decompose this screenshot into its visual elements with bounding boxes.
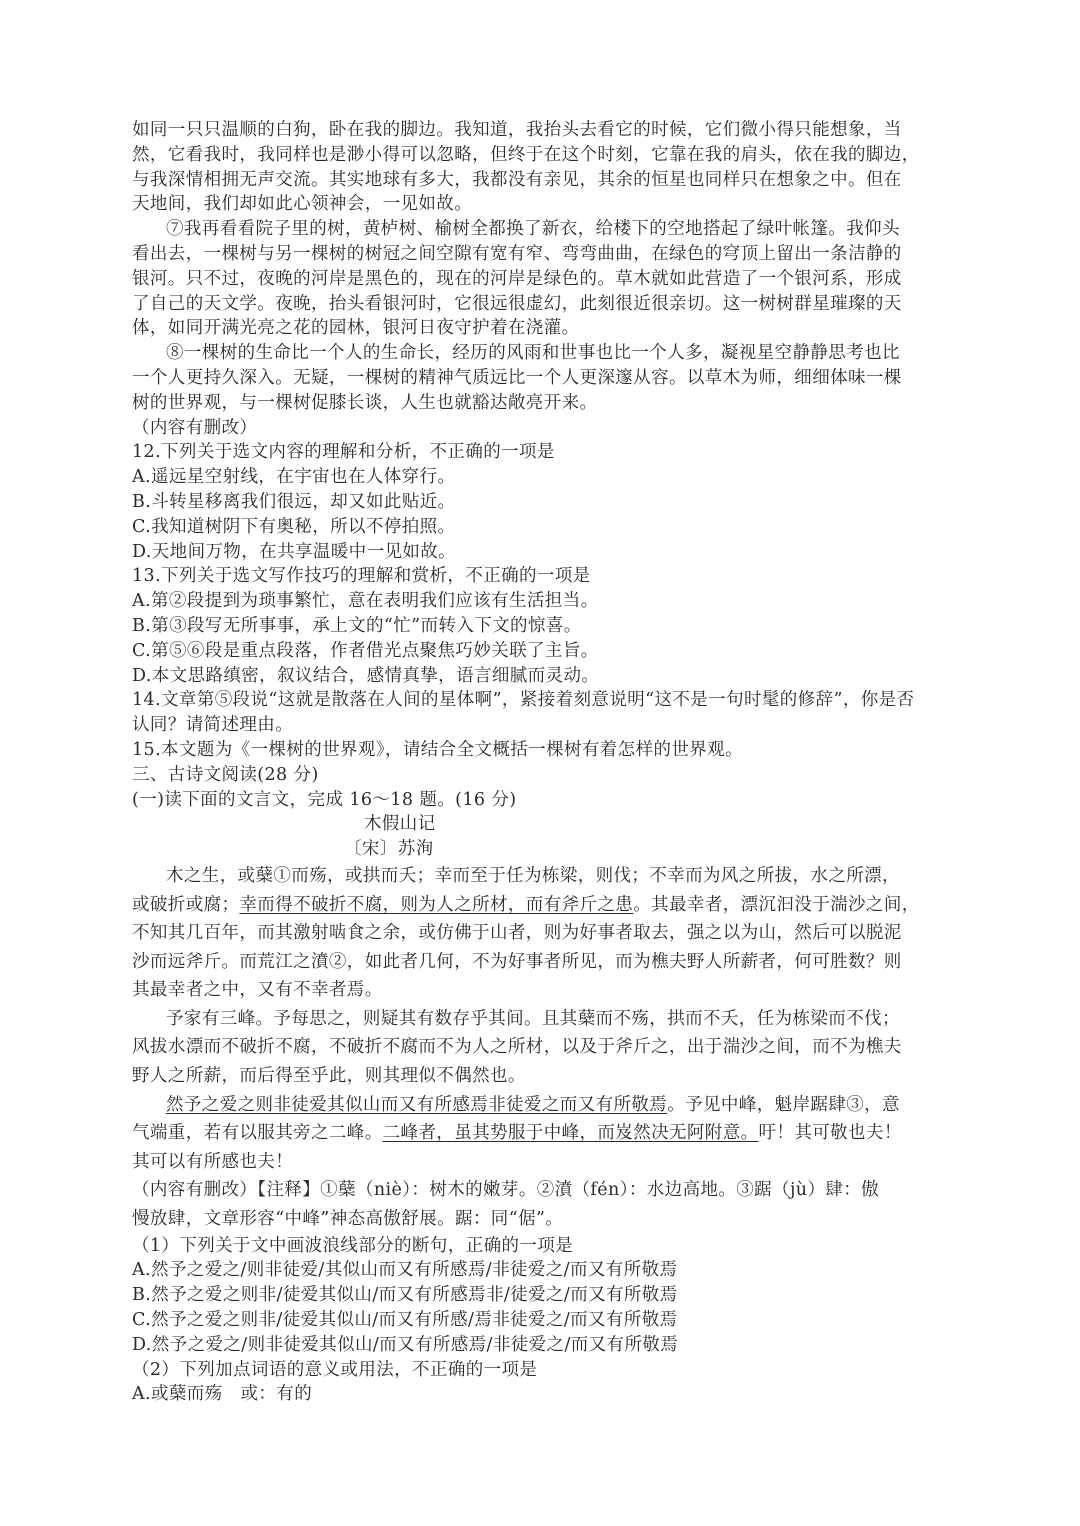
- question-stem: 12.下列关于选文内容的理解和分析，不正确的一项是: [132, 442, 555, 463]
- section-subtitle: (一)读下面的文言文，完成 16～18 题。(16 分): [132, 789, 517, 810]
- paragraph-8: [132, 341, 952, 415]
- text-line: 其最幸者之中，又有不幸者焉。: [132, 980, 383, 1001]
- page-content: [132, 118, 952, 1407]
- text-line: 沙而远斧斤。而荒江之濆②，如此者几何，不为好事者所见，而为樵夫野人所薪者，何可胜数？则: [132, 951, 902, 972]
- passage-note: （内容有删改）: [132, 417, 258, 438]
- text-fragment: 。予见中峰，魁岸踞肆③，意: [667, 1094, 900, 1115]
- option-a: A.第②段提到为琐事繁忙，意在表明我们应该有生活担当。: [132, 591, 599, 612]
- wavy-underlined-sentence: 然予之爱之则非徒爱其似山而又有所感焉非徒爱之而又有所敬焉: [166, 1094, 668, 1115]
- paragraph-6: [132, 118, 952, 217]
- section-title: 三、古诗文阅读(28 分): [132, 764, 319, 785]
- classical-paragraph-1: [132, 862, 952, 1005]
- text-line: 不知其几百年，而其激射啮食之余，或仿佛于山者，则为好事者取去，强之以为山，然后可以脱泥: [132, 923, 902, 944]
- option-a: A.遥远星空射线，在宇宙也在人体穿行。: [132, 467, 456, 488]
- text-line: 看出去，一棵树与另一棵树的树冠之间空隙有宽有窄、弯弯曲曲，在绿色的穹顶上留出一条洁静的: [132, 243, 902, 264]
- annotation-notes: [132, 1176, 952, 1233]
- text-line: （内容有删改）【注释】①蘖（niè）：树木的嫩芽。②濆（fén）：水边高地。③踞（jù）肆：傲: [132, 1180, 880, 1201]
- question-stem: （2）下列加点词语的意义或用法，不正确的一项是: [132, 1359, 538, 1380]
- paragraph-7: [132, 217, 952, 341]
- text-line: 体，如同开满光亮之花的园林，银河日夜守护着在浇灌。: [132, 318, 580, 339]
- text-line-underlined: [132, 1119, 952, 1148]
- text-line: ⑦我再看看院子里的树，黄栌树、榆树全都换了新衣，给楼下的空地搭起了绿叶帐篷。我仰头: [166, 219, 900, 240]
- text-line: 予家有三峰。予每思之，则疑其有数存乎其间。且其蘖而不殇，拱而不夭，任为栋梁而不伐；: [166, 1008, 900, 1029]
- option-b: B.第③段写无所事事，承上文的“忙”而转入下文的惊喜。: [132, 615, 582, 636]
- option-c: C.然予之爱之则非/徒爱其似山/而又有所感/焉非徒爱之/而又有所敬焉: [132, 1310, 678, 1331]
- text-fragment: 吁！其可敬也夫！: [758, 1123, 902, 1144]
- option-b: B.然予之爱之则非/徒爱其似山/而又有所感焉非/徒爱之/而又有所敬焉: [132, 1285, 678, 1306]
- text-line: 与我深情相拥无声交流。其实地球有多大，我都没有亲见，其余的恒星也同样只在想象之中。但在: [132, 169, 902, 190]
- text-line: 如同一只只温顺的白狗，卧在我的脚边。我知道，我抬头去看它的时候，它们微小得只能想象，当: [132, 120, 902, 140]
- sub-question-1: [132, 1234, 952, 1358]
- classical-paragraph-3: [132, 1091, 952, 1177]
- text-line: 野人之所薪，而后得至乎此，则其理似不偶然也。: [132, 1066, 526, 1087]
- question-13: [132, 564, 952, 688]
- text-line: 银河。只不过，夜晚的河岸是黑色的，现在的河岸是绿色的。草木就如此营造了一个银河系，形成: [132, 268, 902, 289]
- option-c: C.第⑤⑥段是重点段落，作者借光点聚焦巧妙关联了主旨。: [132, 640, 599, 661]
- classical-text-author: 〔宋〕苏洵: [344, 839, 434, 860]
- text-line: 天地间，我们却如此心领神会，一见如故。: [132, 194, 473, 215]
- text-line: 一个人更持久深入。无疑，一棵树的精神气质远比一个人更深邃从容。以草木为师，细细体味一棵: [132, 367, 902, 388]
- classical-paragraph-2: [132, 1005, 952, 1091]
- text-fragment: 或破折或腐；: [132, 894, 240, 915]
- classical-text-title: 木假山记: [364, 814, 436, 835]
- text-line: 木之生，或蘖①而殇，或拱而夭；幸而至于任为栋梁，则伐；不幸而为风之所拔，水之所漂，: [166, 865, 900, 886]
- text-fragment: 。其最幸者，漂沉汩没于湍沙之间，: [633, 894, 920, 915]
- question-stem: （1）下列关于文中画波浪线部分的断句，正确的一项是: [132, 1235, 574, 1256]
- text-line: 树的世界观，与一棵树促膝长谈，人生也就豁达敞亮开来。: [132, 392, 598, 413]
- text-line: ⑧一棵树的生命比一个人的生命长，经历的风雨和世事也比一个人多，凝视星空静静思考也比: [166, 343, 900, 364]
- option-a: A.然予之爱之/则非徒爱/其似山而又有所感焉/非徒爱之/而又有所敬焉: [132, 1260, 678, 1281]
- text-line-underlined: [132, 891, 952, 920]
- text-line: 风拔水漂而不破折不腐，不破折不腐而不为人之所材，以及于斧斤之，出于湍沙之间，而不为樵夫: [132, 1037, 902, 1058]
- text-line: 其可以有所感也夫！: [132, 1151, 294, 1172]
- text-line: 了自己的天文学。夜晚，抬头看银河时，它很远很虚幻，此刻很近很亲切。这一树树群星璀璨的天: [132, 293, 902, 314]
- text-line: 然，它看我时，我同样也是渺小得可以忽略，但终于在这个时刻，它靠在我的肩头，依在我的脚边，: [132, 144, 920, 165]
- question-12: [132, 440, 952, 564]
- sub-question-2: [132, 1358, 952, 1408]
- text-line: 慢放肆，文章形容“中峰”神态高傲舒展。踞：同“倨”。: [132, 1209, 564, 1230]
- text-line-wavy: [132, 1091, 952, 1120]
- option-d: D.然予之爱之/则非徒爱其似山/而又有所感焉/非徒爱之/而又有所敬焉: [132, 1334, 679, 1355]
- text-line: 认同？请简述理由。: [132, 715, 294, 736]
- option-b: B.斗转星移离我们很远，却又如此贴近。: [132, 491, 456, 512]
- option-a: A.或蘖而殇 或：有的: [132, 1384, 313, 1405]
- option-d: D.本文思路缜密，叙议结合，感情真挚，语言细腻而灵动。: [132, 665, 600, 686]
- question-15: 15.本文题为《一棵树的世界观》，请结合全文概括一棵树有着怎样的世界观。: [132, 739, 743, 760]
- option-d: D.天地间万物，在共享温暖中一见如故。: [132, 541, 457, 562]
- question-stem: 13.下列关于选文写作技巧的理解和赏析，不正确的一项是: [132, 566, 591, 587]
- underlined-sentence: 二峰者，虽其势服于中峰，而岌然决无阿附意。: [382, 1123, 759, 1144]
- text-fragment: 气端重，若有以服其旁之二峰。: [132, 1123, 383, 1144]
- underlined-sentence: 幸而得不破折不腐，则为人之所材，而有斧斤之患: [239, 894, 634, 915]
- text-line: 14.文章第⑤段说“这就是散落在人间的星体啊”，紧接着刻意说明“这不是一句时髦的修辞”，你是否: [132, 690, 915, 711]
- question-14: [132, 688, 952, 738]
- option-c: C.我知道树阴下有奥秘，所以不停拍照。: [132, 516, 456, 537]
